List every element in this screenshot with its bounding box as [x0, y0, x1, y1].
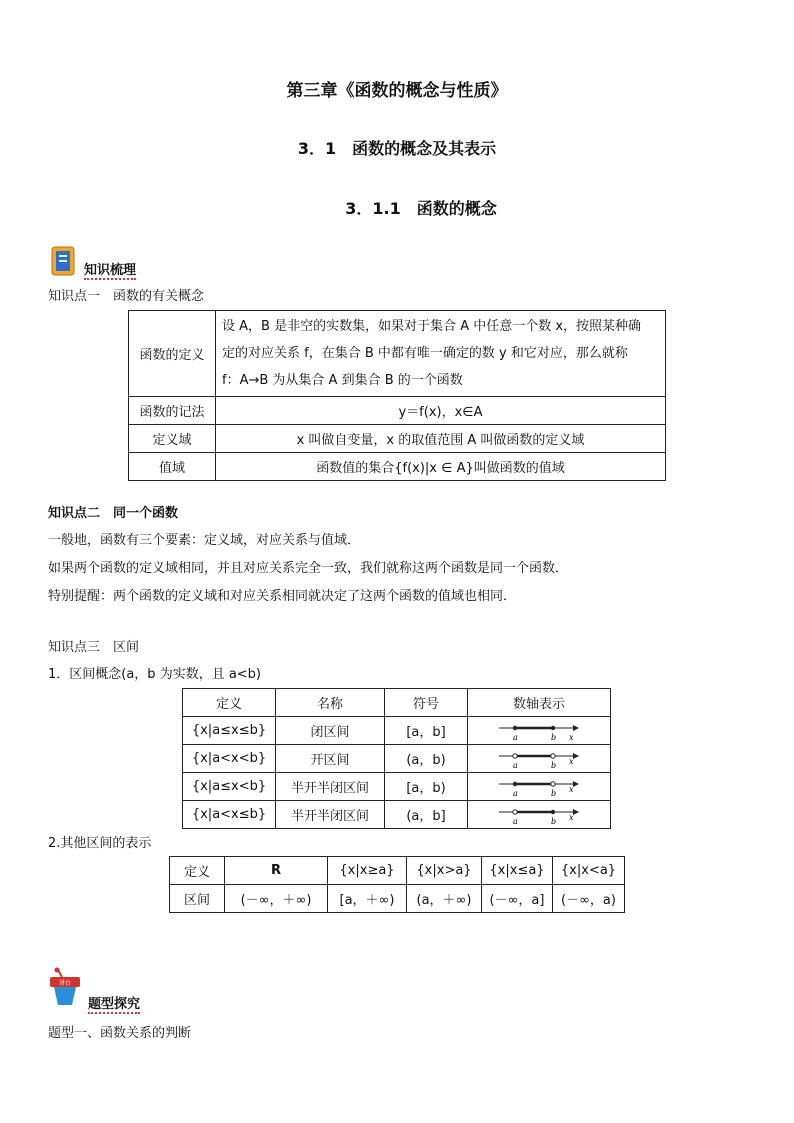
- axis-label-x: x: [569, 784, 574, 794]
- kp2-heading: 知识点二 同一个函数: [48, 506, 179, 521]
- number-line-open: [497, 748, 581, 770]
- axis-label-a: a: [513, 732, 518, 742]
- table-row: [183, 717, 611, 745]
- axis-label-a: a: [513, 816, 518, 826]
- function-concept-table: [128, 310, 666, 481]
- col-header-symbol: 符号: [385, 689, 468, 717]
- table-row: [183, 745, 611, 773]
- row-label: 区间: [170, 885, 225, 913]
- number-line-half-open-left: [497, 804, 581, 826]
- row-value: y＝f(x)，x∈A: [216, 397, 666, 425]
- interval-definition: {x|x≤a}: [482, 857, 553, 885]
- types-badge-label: 题型探究: [88, 993, 140, 1014]
- axis-label-b: b: [551, 816, 557, 826]
- row-label: 定义: [170, 857, 225, 885]
- interval-name: 半开半闭区间: [276, 801, 385, 829]
- col-header-definition: 定义: [183, 689, 276, 717]
- definition-line: f：A→B 为从集合 A 到集合 B 的一个函数: [222, 373, 463, 388]
- table-row: [183, 801, 611, 829]
- kp3-intro: 1．区间概念(a，b 为实数，且 a<b): [48, 667, 262, 682]
- interval-notation: (－∞，＋∞): [225, 885, 328, 913]
- chapter-title: 第三章《函数的概念与性质》: [286, 81, 508, 101]
- other-intervals-table: [169, 856, 625, 913]
- axis-label-b: b: [551, 732, 557, 742]
- interval-definition: {x|a≤x≤b}: [183, 717, 276, 745]
- interval-notation: (－∞，a]: [482, 885, 553, 913]
- book-icon: [50, 245, 78, 277]
- number-line-half-open-right: [497, 776, 581, 798]
- interval-definition: {x|x<a}: [553, 857, 625, 885]
- definition-line: 定的对应关系 f，在集合 B 中都有唯一确定的数 y 和它对应，那么就称: [222, 346, 628, 361]
- kp2-line: 特别提醒：两个函数的定义域和对应关系相同就决定了这两个函数的值域也相同．: [48, 589, 517, 604]
- interval-symbol: [a，b]: [385, 717, 468, 745]
- kp3-heading: 知识点三 区间: [48, 640, 140, 655]
- interval-symbol: (a，b]: [385, 801, 468, 829]
- table-row: [183, 773, 611, 801]
- kp2-line: 一般地，函数有三个要素：定义域，对应关系与值域．: [48, 533, 361, 548]
- number-line-closed: [497, 720, 581, 742]
- interval-name: 开区间: [276, 745, 385, 773]
- col-header-name: 名称: [276, 689, 385, 717]
- row-value: x 叫做自变量，x 的取值范围 A 叫做函数的定义域: [216, 425, 666, 453]
- interval-symbol: (a，b): [385, 745, 468, 773]
- other-intervals-heading: 2.其他区间的表示: [48, 836, 152, 851]
- knowledge-badge: [50, 245, 137, 281]
- number-line-cell: [468, 801, 611, 829]
- table-row: [170, 857, 625, 885]
- number-line-cell: [468, 773, 611, 801]
- table-row: [129, 397, 666, 425]
- type1-heading: 题型一、函数关系的判断: [48, 1026, 192, 1041]
- interval-definition: {x|a<x<b}: [183, 745, 276, 773]
- table-header-row: [183, 689, 611, 717]
- interval-definition: {x|a<x≤b}: [183, 801, 276, 829]
- axis-label-a: a: [513, 760, 518, 770]
- number-line-cell: [468, 717, 611, 745]
- interval-symbol: [a，b): [385, 773, 468, 801]
- table-row: [129, 311, 666, 397]
- definition-cell: [216, 311, 666, 397]
- section-title: 3．1 函数的概念及其表示: [297, 139, 497, 158]
- interval-notation: (a，＋∞): [407, 885, 482, 913]
- interval-notation: (－∞，a): [553, 885, 625, 913]
- interval-definition: {x|x≥a}: [328, 857, 407, 885]
- row-label: 函数的记法: [129, 397, 216, 425]
- table-row: [170, 885, 625, 913]
- interval-table: [182, 688, 611, 829]
- axis-label-x: x: [569, 732, 574, 742]
- axis-label-b: b: [551, 760, 557, 770]
- row-label: 函数的定义: [129, 311, 216, 397]
- row-label: 值域: [129, 453, 216, 481]
- podium-label: 讲台: [58, 980, 72, 987]
- row-label: 定义域: [129, 425, 216, 453]
- axis-label-b: b: [551, 788, 557, 798]
- knowledge-badge-label: 知识梳理: [84, 259, 136, 280]
- types-badge: [48, 967, 141, 1012]
- axis-label-x: x: [569, 756, 574, 766]
- interval-definition: {x|a≤x<b}: [183, 773, 276, 801]
- row-value: 函数值的集合{f(x)|x ∈ A}叫做函数的值域: [216, 453, 666, 481]
- table-row: [129, 453, 666, 481]
- definition-line: 设 A，B 是非空的实数集，如果对于集合 A 中任意一个数 x，按照某种确: [222, 319, 642, 334]
- interval-name: 闭区间: [276, 717, 385, 745]
- axis-label-a: a: [513, 788, 518, 798]
- col-header-axis: 数轴表示: [468, 689, 611, 717]
- interval-notation: [a，＋∞): [328, 885, 407, 913]
- subsection-title: 3．1.1 函数的概念: [345, 199, 497, 218]
- interval-name: 半开半闭区间: [276, 773, 385, 801]
- table-row: [129, 425, 666, 453]
- number-line-cell: [468, 745, 611, 773]
- interval-definition: R: [225, 857, 328, 885]
- axis-label-x: x: [569, 812, 574, 822]
- podium-icon: [48, 967, 84, 1007]
- kp1-heading: 知识点一 函数的有关概念: [48, 289, 205, 304]
- kp2-line: 如果两个函数的定义域相同，并且对应关系完全一致，我们就称这两个函数是同一个函数．: [48, 561, 569, 576]
- interval-definition: {x|x>a}: [407, 857, 482, 885]
